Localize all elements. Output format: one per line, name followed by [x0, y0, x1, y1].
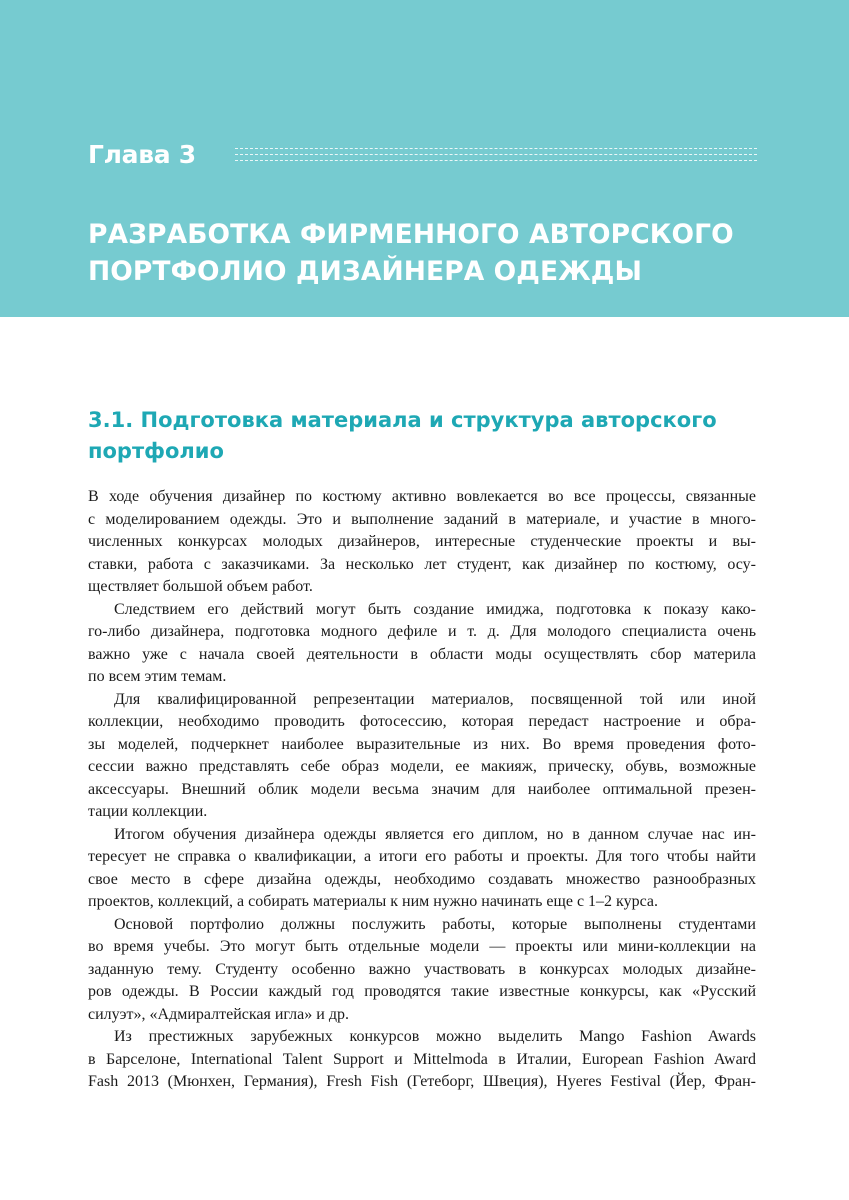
- section-heading: [88, 405, 768, 467]
- text-line: свое место в сфере дизайна одежды, необходимо создавать множество разнообразных: [88, 870, 756, 888]
- chapter-title-line: ПОРТФОЛИО ДИЗАЙНЕРА ОДЕЖДЫ: [88, 256, 643, 287]
- text-line: зы моделей, подчеркнет наиболее выразительные из них. Во время проведения фото-: [88, 735, 756, 753]
- paragraph: [88, 914, 756, 1027]
- text-line: Основой портфолио должны послужить работы, которые выполнены студентами: [114, 915, 756, 933]
- chapter-title: [88, 216, 808, 290]
- text-line: ров одежды. В России каждый год проводятся такие известные конкурсы, как «Русский: [88, 983, 756, 1000]
- paragraph: [88, 486, 756, 599]
- text-line: тересует не справка о квалификации, а итоги его работы и проекты. Для того чтобы найти: [88, 848, 756, 865]
- text-line: аксессуары. Внешний облик модели весьма значим для наиболее оптимальной презен-: [88, 780, 756, 798]
- text-line: важно уже с начала своей деятельности в области моды осуществлять сбор материла: [88, 645, 756, 663]
- paragraph: [88, 689, 756, 824]
- text-line: с моделированием одежды. Это и выполнение заданий в материале, и участие в много-: [88, 510, 756, 528]
- text-line: во время учебы. Это могут быть отдельные модели — проекты или мини-коллекции на: [88, 938, 756, 955]
- paragraph: [88, 824, 756, 914]
- chapter-label: Глава 3: [88, 140, 196, 169]
- text-line: сессии важно представлять себе образ модели, ее макияж, прическу, обувь, возможные: [88, 758, 756, 775]
- text-line: Из престижных зарубежных конкурсов можно выделить Mango Fashion Awards: [114, 1028, 756, 1045]
- paragraph: [88, 1026, 756, 1094]
- chapter-banner: [0, 0, 849, 317]
- text-line: Для квалифицированной репрезентации материалов, посвященной той или иной: [114, 690, 756, 708]
- text-line: силуэт», «Адмиралтейская игла» и др.: [88, 1005, 349, 1023]
- paragraph: [88, 599, 756, 689]
- text-line: тации коллекции.: [88, 803, 208, 820]
- text-line: Итогом обучения дизайнера одежды является его диплом, но в данном случае нас ин-: [114, 825, 756, 843]
- section-heading-line: 3.1. Подготовка материала и структура авторского: [88, 408, 717, 432]
- chapter-title-line: РАЗРАБОТКА ФИРМЕННОГО АВТОРСКОГО: [88, 219, 734, 250]
- text-line: численных конкурсах молодых дизайнеров, интересные студенческие проекты и вы-: [88, 533, 756, 550]
- text-line: в Барселоне, International Talent Support и Mittelmoda в Италии, European Fashion Award: [88, 1050, 756, 1068]
- text-line: проектов, коллекций, а собирать материалы к ним нужно начинать еще с 1–2 курса.: [88, 893, 658, 910]
- text-line: Следствием его действий могут быть создание имиджа, подготовка к показу како-: [114, 600, 756, 618]
- text-line: го-либо дизайнера, подготовка модного дефиле и т. д. Для молодого специалиста очень: [88, 623, 756, 640]
- body-text: [88, 486, 756, 1094]
- text-line: Fash 2013 (Мюнхен, Германия), Fresh Fish (Гетеборг, Швеция), Hyeres Festival (Йер, Фран-: [88, 1073, 756, 1090]
- text-line: ставки, работа с заказчиками. За несколько лет студент, как дизайнер по костюму, осу-: [88, 555, 756, 573]
- section-heading-line: портфолио: [88, 439, 224, 463]
- chapter-dashed-rule: [235, 148, 757, 168]
- text-line: В ходе обучения дизайнер по костюму активно вовлекается во все процессы, связанные: [88, 488, 756, 505]
- text-line: заданную тему. Студенту особенно важно участвовать в конкурсах молодых дизайне-: [88, 960, 756, 978]
- text-line: ществляет большой объем работ.: [88, 578, 313, 595]
- text-line: коллекции, необходимо проводить фотосессию, которая передаст настроение и обра-: [88, 713, 756, 730]
- text-line: по всем этим темам.: [88, 668, 227, 685]
